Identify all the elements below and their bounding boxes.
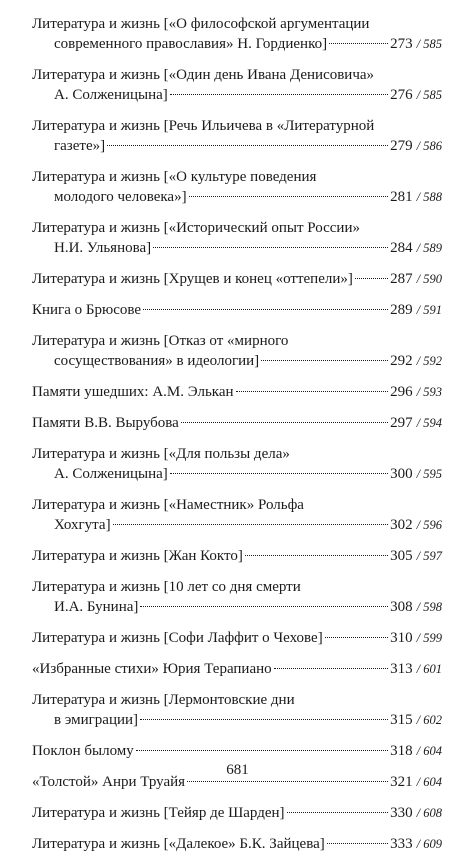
table-of-contents xyxy=(32,14,442,865)
toc-entry-ref xyxy=(417,834,442,854)
ref-separator: / xyxy=(416,303,421,317)
toc-entry-line xyxy=(32,269,442,289)
dot-leader xyxy=(143,309,388,310)
toc-entry-title: молодого человека»] xyxy=(54,189,187,205)
toc-entry-line xyxy=(32,803,442,823)
toc-entry xyxy=(32,444,442,484)
toc-entry xyxy=(32,834,442,854)
toc-entry-page: 292 xyxy=(390,353,413,369)
ref-separator: / xyxy=(416,775,421,789)
ref-separator: / xyxy=(416,37,421,51)
toc-entry-title: сосуществования» в идеологии] xyxy=(54,353,260,369)
toc-entry xyxy=(32,413,442,433)
toc-entry-title: Литература и жизнь [Софи Лаффит о Чехове] xyxy=(32,630,323,646)
toc-entry-line xyxy=(32,167,442,187)
toc-entry-ref xyxy=(417,659,442,679)
toc-entry-page: 296 xyxy=(390,384,413,400)
ref-separator: / xyxy=(416,631,421,645)
ref-separator: / xyxy=(416,139,421,153)
toc-entry-ref xyxy=(417,351,442,371)
toc-entry-line xyxy=(32,65,442,85)
toc-entry-title: современного православия» Н. Гордиенко] xyxy=(54,36,328,52)
toc-entry xyxy=(32,659,442,679)
toc-entry-ref xyxy=(417,136,442,156)
toc-entry-page: 333 xyxy=(390,836,413,852)
ref-separator: / xyxy=(416,467,421,481)
toc-entry-ref xyxy=(417,238,442,258)
ref-separator: / xyxy=(416,549,421,563)
ref-page: 586 xyxy=(423,139,442,153)
ref-page: 590 xyxy=(423,272,442,286)
ref-page: 589 xyxy=(423,241,442,255)
ref-page: 602 xyxy=(423,713,442,727)
ref-page: 597 xyxy=(423,549,442,563)
toc-entry-page: 279 xyxy=(390,138,413,154)
ref-separator: / xyxy=(416,806,421,820)
toc-entry-line xyxy=(32,351,442,371)
toc-entry-line xyxy=(32,238,442,258)
toc-entry-line xyxy=(32,710,442,730)
toc-entry-page: 310 xyxy=(390,630,413,646)
toc-entry-line xyxy=(32,741,442,761)
ref-page: 604 xyxy=(423,744,442,758)
toc-entry-title: Литература и жизнь [Отказ от «мирного xyxy=(32,333,289,349)
toc-entry xyxy=(32,167,442,207)
toc-entry-title: Литература и жизнь [«Исторический опыт России» xyxy=(32,220,360,236)
toc-entry-ref xyxy=(417,269,442,289)
toc-entry xyxy=(32,628,442,648)
toc-entry-ref xyxy=(417,464,442,484)
toc-entry-line xyxy=(32,331,442,351)
toc-entry-title: Хохгута] xyxy=(54,517,111,533)
toc-entry-ref xyxy=(417,803,442,823)
toc-entry-ref xyxy=(417,546,442,566)
toc-entry-title: Литература и жизнь [«Один день Ивана Денисовича» xyxy=(32,67,375,83)
toc-entry-ref xyxy=(417,85,442,105)
dot-leader xyxy=(245,555,388,556)
dot-leader xyxy=(181,422,388,423)
toc-entry xyxy=(32,495,442,535)
toc-entry-line xyxy=(32,628,442,648)
toc-entry xyxy=(32,116,442,156)
dot-leader xyxy=(236,391,389,392)
toc-entry-title: Памяти ушедших: А.М. Элькан xyxy=(32,384,234,400)
toc-entry-line xyxy=(32,14,442,34)
toc-entry-line xyxy=(32,515,442,535)
ref-page: 609 xyxy=(423,837,442,851)
toc-entry-title: газете»] xyxy=(54,138,106,154)
ref-separator: / xyxy=(416,241,421,255)
dot-leader xyxy=(170,473,388,474)
toc-entry xyxy=(32,269,442,289)
toc-entry-ref xyxy=(417,597,442,617)
toc-entry xyxy=(32,803,442,823)
toc-entry-page: 305 xyxy=(390,548,413,564)
toc-entry-title: Литература и жизнь [Речь Ильичева в «Литературной xyxy=(32,118,375,134)
toc-entry-line xyxy=(32,116,442,136)
ref-page: 596 xyxy=(423,518,442,532)
dot-leader xyxy=(287,812,389,813)
toc-entry xyxy=(32,65,442,105)
toc-entry-title: Памяти В.В. Вырубова xyxy=(32,415,179,431)
toc-entry-page: 287 xyxy=(390,271,413,287)
toc-entry-line xyxy=(32,85,442,105)
ref-page: 591 xyxy=(423,303,442,317)
toc-entry-ref xyxy=(417,710,442,730)
ref-page: 599 xyxy=(423,631,442,645)
ref-separator: / xyxy=(416,354,421,368)
toc-entry-line xyxy=(32,444,442,464)
toc-entry-page: 330 xyxy=(390,805,413,821)
toc-entry-line xyxy=(32,413,442,433)
toc-entry xyxy=(32,741,442,761)
toc-entry-page: 300 xyxy=(390,466,413,482)
toc-entry-title: Литература и жизнь [10 лет со дня смерти xyxy=(32,579,301,595)
toc-entry-title: «Толстой» Анри Труайя xyxy=(32,774,186,790)
dot-leader xyxy=(189,196,389,197)
ref-page: 595 xyxy=(423,467,442,481)
toc-entry xyxy=(32,690,442,730)
toc-entry-line xyxy=(32,495,442,515)
toc-entry-page: 284 xyxy=(390,240,413,256)
toc-entry-title: Литература и жизнь [Жан Кокто] xyxy=(32,548,243,564)
toc-entry-page: 308 xyxy=(390,599,413,615)
ref-separator: / xyxy=(416,600,421,614)
toc-entry-ref xyxy=(417,382,442,402)
ref-separator: / xyxy=(416,837,421,851)
page-number: 681 xyxy=(226,762,249,778)
toc-entry-title: А. Солженицына] xyxy=(54,466,168,482)
toc-entry-page: 297 xyxy=(390,415,413,431)
toc-entry-line xyxy=(32,382,442,402)
toc-entry-page: 289 xyxy=(390,302,413,318)
dot-leader xyxy=(327,843,388,844)
toc-entry-ref xyxy=(417,300,442,320)
ref-page: 608 xyxy=(423,806,442,820)
toc-entry-title: «Избранные стихи» Юрия Терапиано xyxy=(32,661,272,677)
toc-entry-title: Литература и жизнь [«Для пользы дела» xyxy=(32,446,290,462)
toc-entry-line xyxy=(32,187,442,207)
ref-page: 598 xyxy=(423,600,442,614)
toc-entry-title: Литература и жизнь [«Наместник» Рольфа xyxy=(32,497,304,513)
ref-separator: / xyxy=(416,272,421,286)
toc-entry-page: 315 xyxy=(390,712,413,728)
toc-entry-line xyxy=(32,300,442,320)
toc-entry-title: Литература и жизнь [Тейяр де Шарден] xyxy=(32,805,285,821)
ref-page: 604 xyxy=(423,775,442,789)
dot-leader xyxy=(107,145,388,146)
dot-leader xyxy=(136,750,388,751)
dot-leader xyxy=(355,278,388,279)
toc-entry-page: 313 xyxy=(390,661,413,677)
toc-entry-page: 273 xyxy=(390,36,413,52)
toc-entry xyxy=(32,331,442,371)
toc-entry-title: Поклон былому xyxy=(32,743,134,759)
toc-entry-page: 276 xyxy=(390,87,413,103)
dot-leader xyxy=(113,524,389,525)
toc-entry-title: Литература и жизнь [«О культуре поведения xyxy=(32,169,317,185)
toc-entry-line xyxy=(32,464,442,484)
ref-separator: / xyxy=(416,713,421,727)
ref-page: 594 xyxy=(423,416,442,430)
toc-entry-title: Книга о Брюсове xyxy=(32,302,141,318)
ref-separator: / xyxy=(416,662,421,676)
toc-entry-title: Литература и жизнь [«Далекое» Б.К. Зайцева] xyxy=(32,836,325,852)
dot-leader xyxy=(261,360,388,361)
toc-entry-line xyxy=(32,546,442,566)
toc-entry-page: 321 xyxy=(390,774,413,790)
ref-page: 601 xyxy=(423,662,442,676)
ref-separator: / xyxy=(416,88,421,102)
dot-leader xyxy=(170,94,388,95)
toc-entry-title: Литература и жизнь [«О философской аргументации xyxy=(32,16,370,32)
dot-leader xyxy=(153,247,388,248)
toc-entry-line xyxy=(32,136,442,156)
toc-entry-page: 318 xyxy=(390,743,413,759)
ref-separator: / xyxy=(416,518,421,532)
dot-leader xyxy=(187,781,388,782)
ref-page: 592 xyxy=(423,354,442,368)
toc-entry-title: Н.И. Ульянова] xyxy=(54,240,152,256)
toc-entry-line xyxy=(32,218,442,238)
toc-entry-page: 281 xyxy=(390,189,413,205)
ref-separator: / xyxy=(416,416,421,430)
toc-entry-title: И.А. Бунина] xyxy=(54,599,139,615)
ref-page: 593 xyxy=(423,385,442,399)
toc-entry-ref xyxy=(417,741,442,761)
toc-entry-ref xyxy=(417,413,442,433)
toc-entry-ref xyxy=(417,34,442,54)
ref-separator: / xyxy=(416,190,421,204)
toc-entry-line xyxy=(32,690,442,710)
toc-entry xyxy=(32,577,442,617)
toc-entry-title: А. Солженицына] xyxy=(54,87,168,103)
toc-entry-title: Литература и жизнь [Лермонтовские дни xyxy=(32,692,295,708)
toc-entry-title: Литература и жизнь [Хрущев и конец «оттепели»] xyxy=(32,271,353,287)
toc-entry-ref xyxy=(417,515,442,535)
toc-entry-ref xyxy=(417,628,442,648)
ref-separator: / xyxy=(416,744,421,758)
dot-leader xyxy=(329,43,388,44)
ref-page: 585 xyxy=(423,88,442,102)
dot-leader xyxy=(274,668,388,669)
dot-leader xyxy=(140,719,388,720)
toc-entry xyxy=(32,300,442,320)
ref-page: 585 xyxy=(423,37,442,51)
toc-entry-title: в эмиграции] xyxy=(54,712,139,728)
toc-entry-line xyxy=(32,659,442,679)
toc-entry xyxy=(32,546,442,566)
ref-separator: / xyxy=(416,385,421,399)
dot-leader xyxy=(325,637,388,638)
toc-entry-line xyxy=(32,34,442,54)
toc-entry xyxy=(32,14,442,54)
toc-entry-page: 302 xyxy=(390,517,413,533)
toc-entry-line xyxy=(32,577,442,597)
dot-leader xyxy=(140,606,388,607)
toc-entry-line xyxy=(32,834,442,854)
toc-entry-line xyxy=(32,597,442,617)
ref-page: 588 xyxy=(423,190,442,204)
toc-entry xyxy=(32,218,442,258)
toc-entry xyxy=(32,382,442,402)
toc-entry-ref xyxy=(417,187,442,207)
